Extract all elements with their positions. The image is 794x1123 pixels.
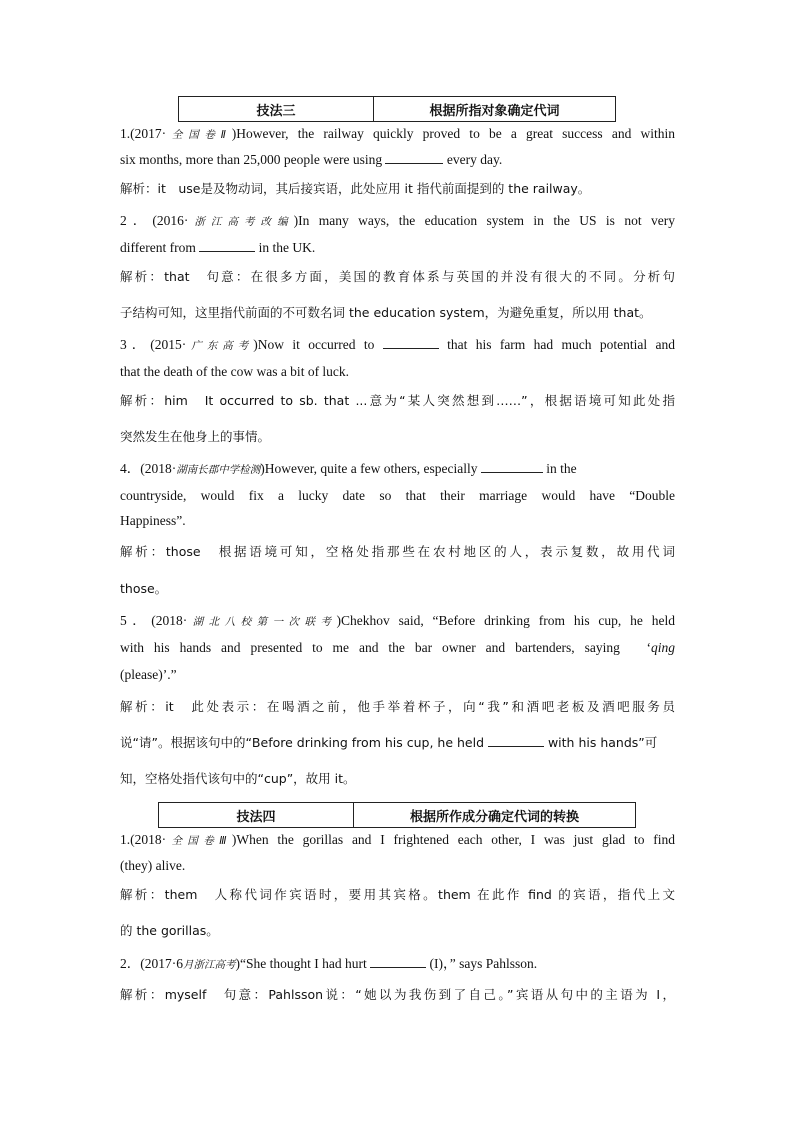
- q4-line3: Happiness”.: [120, 513, 186, 528]
- q5-analysis-line3: 知，空格处指代该句中的“cup”，故用 it。: [120, 771, 356, 786]
- answer-blank[interactable]: [481, 460, 543, 473]
- s4-q2-line1: 2．(2017·6月浙江高考)“She thought I had hurt (I)，” says Pahlsson.: [120, 956, 538, 971]
- technique-3-label: 技法三: [179, 97, 374, 121]
- q5-analysis-line2: 说“请”。根据该句中的“Before drinking from his cup, he held with his hands”可: [120, 735, 658, 750]
- q2-line1: 2．(2016·浙江高考改编)In many ways, the education system in the US is not very: [120, 213, 675, 228]
- q1-analysis: 解析：it use是及物动词，其后接宾语，此处应用 it 指代前面提到的 the railway。: [120, 181, 591, 196]
- s4-q1-analysis-line1: 解析：them 人称代词作宾语时，要用其宾格。them 在此作 find 的宾语，指代上文: [120, 887, 675, 902]
- s4-q2-analysis-line1: 解析：myself 句意：Pahlsson说：“她以为我伤到了自己。”宾语从句中的主语为 I，: [120, 987, 675, 1002]
- s4-q1-line1: 1.(2018·全国卷Ⅲ)When the gorillas and I frightened each other, I was just glad to find: [120, 832, 675, 847]
- technique-4-header: [158, 802, 636, 828]
- q1-line2: six months, more than 25,000 people were using every day.: [120, 152, 503, 167]
- technique-4-title: 根据所作成分确定代词的转换: [409, 809, 579, 825]
- q5-analysis-line1: 解析：it 此处表示：在喝酒之前，他手举着杯子，向“我”和酒吧老板及酒吧服务员: [120, 699, 675, 714]
- q3-analysis-line2: 突然发生在他身上的事情。: [120, 429, 271, 444]
- q4-analysis-line1: 解析：those 根据语境可知，空格处指那些在农村地区的人，表示复数，故用代词: [120, 544, 675, 559]
- q3-analysis-line1: 解析：him It occurred to sb. that ...意为“某人突然想到……”，根据语境可知此处指: [120, 393, 675, 408]
- q5-line3: (please)’.”: [120, 667, 177, 682]
- q5-line1: 5．(2018·湖北八校第一次联考)Chekhov said, “Before drinking from his cup, he held: [120, 613, 675, 628]
- q4-line2: countryside, would fix a lucky date so that their marriage would have “Double: [120, 488, 675, 503]
- q4-analysis-line2: those。: [120, 581, 168, 596]
- answer-blank[interactable]: [370, 955, 426, 968]
- q1-line1: 1.(2017·全国卷Ⅱ)However, the railway quickly proved to be a great success and within: [120, 126, 675, 141]
- technique-3-title: 根据所指对象确定代词: [429, 103, 560, 119]
- technique-4-label: 技法四: [159, 803, 354, 827]
- q2-line2: different from in the UK.: [120, 240, 316, 255]
- q3-line2: that the death of the cow was a bit of luck.: [120, 364, 350, 379]
- answer-blank[interactable]: [488, 734, 544, 747]
- q4-line1: 4．(2018·湖南长郡中学检测)However, quite a few others, especially in the: [120, 461, 577, 476]
- q5-line2: with his hands and presented to me and the bar owner and bartenders, saying ‘qing: [120, 640, 675, 655]
- s4-q1-analysis-line2: 的 the gorillas。: [120, 923, 219, 938]
- technique-3-header: [178, 96, 616, 122]
- q2-analysis-line1: 解析：that 句意：在很多方面，美国的教育体系与英国的并没有很大的不同。分析句: [120, 269, 675, 284]
- q2-analysis-line2: 子结构可知，这里指代前面的不可数名词 the education system，为避免重复，所以用 that。: [120, 305, 652, 320]
- answer-blank[interactable]: [385, 151, 443, 164]
- s4-q1-line2: (they) alive.: [120, 858, 186, 873]
- answer-blank[interactable]: [199, 239, 255, 252]
- q3-line1: 3．(2015·广东高考)Now it occurred to that his farm had much potential and: [120, 337, 676, 352]
- answer-blank[interactable]: [383, 336, 439, 349]
